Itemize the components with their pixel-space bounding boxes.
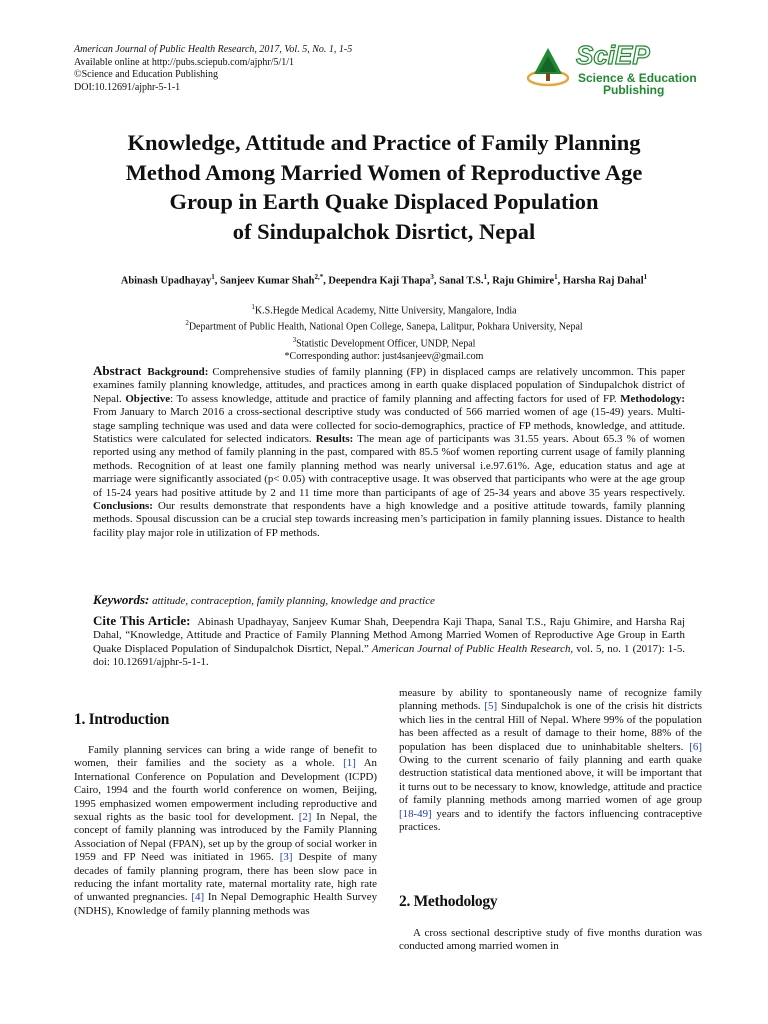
body-text: In Nepal, the concept of family planning was introduced by the Family Planning Association of Nepal (FPAN), set up by the group of social worker in 1959 and FP Need was initiated in 1965. bbox=[74, 811, 377, 864]
body-text: Sindupalchok is one of the crisis hit districts which lies in the central Hill of Nepal. Where 99% of the population has been affected as a result of damage to their home, 88% of the population has been displaced due to uninhabitable shelters. bbox=[399, 700, 702, 753]
affiliation-text: K.S.Hegde Medical Academy, Nitte University, Mangalore, India bbox=[254, 305, 517, 317]
abstract-objective-label: Objective bbox=[125, 392, 171, 405]
keywords-label: Keywords: bbox=[93, 592, 150, 607]
body-text: Owing to the current scenario of faily planning and earth quake destruction statistical data mentioned above, it will be important that it turns out to be necessary to know, knowledge, attitude and practice of family planning methods among married women of age group bbox=[399, 754, 702, 807]
abstract-conclusions: Our results demonstrate that respondents have a high knowledge and a positive attitude towards, family planning methods. Spousal discussion can be a crucial step towards increasing men’s participation in family planning issues. Distance to health facility play major role in utilization of FP methods. bbox=[93, 500, 685, 539]
author-separator: , bbox=[487, 275, 493, 287]
paper-title bbox=[60, 128, 708, 246]
introduction-body bbox=[74, 744, 377, 918]
corresponding-author: *Corresponding author: just4sanjeev@gmail.com bbox=[284, 350, 484, 362]
affiliation-3 bbox=[74, 334, 694, 350]
body-text: An International Conference on Population and Development (ICPD) Cairo, 1994 and the fourth world conference on women, Beijing, 1995 emphasized women empowerment including reproductive and sexual rights as the basic tool for development. bbox=[74, 757, 378, 824]
body-text: Despite of many decades of family planning program, there has been slow pace in reducing the infant mortality rate, maternal mortality rate, high rate of unwanted pregnancies. bbox=[74, 851, 378, 904]
abstract-results-label: Results: bbox=[315, 433, 354, 446]
publisher-line: ©Science and Education Publishing bbox=[74, 69, 218, 80]
author-affiliation-mark: 2,* bbox=[314, 273, 324, 281]
logo-line1-text: Science & Education bbox=[578, 71, 697, 85]
affiliation-2 bbox=[74, 317, 694, 333]
cite-journal: American Journal of Public Health Research bbox=[371, 642, 571, 655]
doi-line: DOI:10.12691/ajphr-5-1-1 bbox=[74, 81, 181, 93]
author-list bbox=[44, 273, 724, 286]
title-line: Knowledge, Attitude and Practice of Family Planning bbox=[127, 130, 641, 155]
author-affiliation-mark: 1 bbox=[483, 273, 488, 281]
author-name: Deependra Kaji Thapa bbox=[328, 275, 431, 287]
affiliation-text: Department of Public Health, National Open College, Sanepa, Lalitpur, Pokhara University, Nepal bbox=[188, 321, 583, 333]
author-affiliation-mark: 1 bbox=[554, 273, 558, 281]
body-text: In Nepal Demographic Health Survey (NDHS), Knowledge of family planning methods was bbox=[74, 891, 378, 917]
sciep-logo bbox=[524, 40, 702, 98]
introduction-paragraph bbox=[74, 744, 377, 918]
body-text: Family planning services can bring a wide range of benefit to women, their families and the society as a whole. bbox=[74, 744, 377, 770]
author-separator: , bbox=[214, 275, 220, 287]
affiliation-text: Statistic Development Officer, UNDP, Nepal bbox=[296, 337, 476, 349]
abstract-background-label: Background: bbox=[147, 366, 209, 378]
abstract-heading: Abstract bbox=[93, 363, 142, 378]
reference-link[interactable]: [1] bbox=[343, 757, 356, 770]
affiliation-mark: 1 bbox=[251, 303, 255, 311]
affiliation-1 bbox=[74, 301, 694, 317]
methodology-heading: 2. Methodology bbox=[399, 893, 498, 910]
author-separator: , bbox=[433, 275, 440, 287]
author-affiliation-mark: 1 bbox=[211, 273, 215, 281]
cite-text: Abinash Upadhayay, Sanjeev Kumar Shah, Deependra Kaji Thapa, Sanal T.S., Raju Ghimire, and Harsha Raj Dahal, “Knowledge, Attitude and Practice of Family Planning Method Among Married Women of Reproductive Age Group in Earth Quake Displaced Population of Sindupalchok Disrtict, Nepal.” bbox=[93, 616, 685, 655]
author-affiliation-mark: 3 bbox=[430, 273, 434, 281]
reference-link[interactable]: [4] bbox=[191, 891, 205, 904]
cite-tail: , vol. 5, no. 1 (2017): 1-5. doi: 10.12691/ajphr-5-1-1. bbox=[93, 642, 685, 669]
affiliation-mark: 2 bbox=[185, 319, 189, 328]
body-text: years and to identify the factors influencing contraceptive practices. bbox=[399, 807, 702, 834]
author-separator: , bbox=[323, 275, 329, 287]
reference-link[interactable]: [2] bbox=[298, 811, 312, 824]
introduction-paragraph bbox=[399, 687, 702, 834]
abstract-background: Comprehensive studies of family planning (FP) in displaced camps are relatively uncommon. This paper examines family planning knowledge, attitudes, and practices among in earth quake displaced population of Sindupalchok district of Nepal. bbox=[93, 366, 685, 405]
abstract-methodology-label: Methodology: bbox=[620, 392, 685, 405]
logo-brand-text: SciEP bbox=[576, 40, 650, 70]
abstract-objective: : To assess knowledge, attitude and practice of family planning and affecting factors for used of FP. bbox=[170, 392, 621, 405]
author-name: Sanjeev Kumar Shah bbox=[219, 275, 315, 287]
methodology-body bbox=[399, 927, 702, 954]
title-line: Group in Earth Quake Displaced Population bbox=[169, 189, 599, 214]
reference-link[interactable]: [3] bbox=[279, 851, 293, 864]
abstract-results: The mean age of participants was 31.55 years. About 65.3 % of women reported using any method of family planning in the past, compared with 85.5 %of women reporting current usage of family planning methods. Recognition of at least one family planning method was nearly universal i.e.97.61%. Age, education status and age at marriage were significantly associated (p< 0.05) with contraceptive usage. It was observed that participants who were at the age group of 15-24 years had positive attitude by 2 and 11 time more than participants of age of 25-34 years and above 35 years respectively. bbox=[93, 433, 685, 499]
title-line: Method Among Married Women of Reproductive Age bbox=[125, 159, 643, 185]
reference-link[interactable]: [18-49] bbox=[399, 807, 432, 820]
author-separator: , bbox=[557, 275, 563, 287]
journal-citation-line: American Journal of Public Health Research, 2017, Vol. 5, No. 1, 1-5 bbox=[74, 44, 353, 55]
abstract-methodology: From January to March 2016 a cross-sectional descriptive study was conducted of 566 married women of age (15-49) years. Multi-stage sampling technique was used and data were collected for socio-demographics, practice of FP methods, knowledge, and attitude. Statistics were calculated for selected indicators. bbox=[93, 406, 685, 446]
available-online-line: Available online at http://pubs.sciepub.com/ajphr/5/1/1 bbox=[74, 56, 295, 68]
methodology-paragraph: A cross sectional descriptive study of five months duration was conducted among married women in bbox=[399, 927, 702, 953]
introduction-heading: 1. Introduction bbox=[74, 711, 170, 728]
introduction-continued bbox=[399, 687, 702, 834]
cite-this-article bbox=[93, 614, 685, 670]
journal-header bbox=[74, 44, 352, 94]
title-line: of Sindupalchok Disrtict, Nepal bbox=[232, 218, 536, 244]
reference-link[interactable]: [5] bbox=[484, 700, 498, 713]
abstract-conclusions-label: Conclusions: bbox=[93, 500, 153, 513]
logo-line2-text: Publishing bbox=[603, 83, 665, 97]
abstract bbox=[93, 364, 685, 540]
author-name: Abinash Upadhayay bbox=[120, 275, 212, 287]
cite-label: Cite This Article: bbox=[93, 613, 191, 628]
body-text: measure by ability to spontaneously name of recognize family planning methods. bbox=[399, 687, 702, 713]
author-affiliation-mark: 1 bbox=[643, 273, 648, 281]
author-name: Sanal T.S. bbox=[439, 275, 484, 287]
reference-link[interactable]: [6] bbox=[689, 740, 702, 753]
author-name: Raju Ghimire bbox=[492, 275, 555, 287]
keywords bbox=[93, 592, 685, 608]
affiliations bbox=[74, 301, 694, 363]
keywords-text: attitude, contraception, family planning, knowledge and practice bbox=[149, 595, 435, 607]
tree-emblem-icon bbox=[528, 48, 568, 85]
author-name: Harsha Raj Dahal bbox=[562, 275, 644, 287]
affiliation-mark: 3 bbox=[292, 335, 297, 344]
